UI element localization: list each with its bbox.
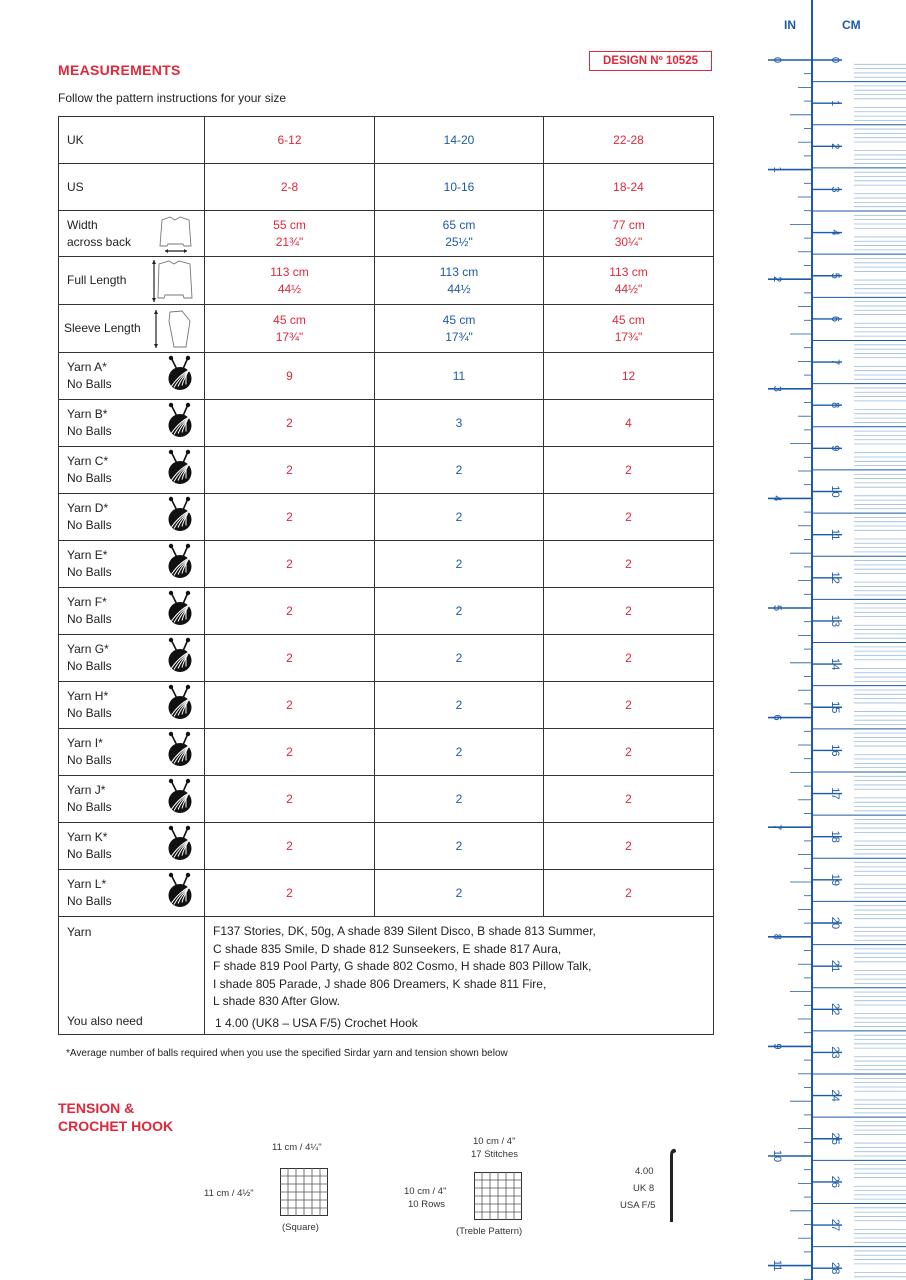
yarn-balls-size-3: 2: [544, 682, 714, 729]
width-size-1: [205, 211, 375, 257]
also-need-label: You also need: [67, 1014, 143, 1028]
yarn-sub-label: No Balls: [67, 377, 112, 391]
yarn-sub-label: No Balls: [67, 706, 112, 720]
ruler-inch-label: 5: [771, 604, 783, 612]
yarn-info-line: L shade 830 After Glow.: [213, 994, 340, 1008]
ruler-cm-label: 24: [829, 1089, 841, 1102]
ruler-cm-label: 13: [829, 614, 841, 628]
yarn-ball-icon: [164, 873, 196, 914]
yarn-label-cell: [59, 682, 205, 729]
yarn-balls-size-3: 12: [544, 353, 714, 400]
yarn-sub-label: No Balls: [67, 659, 112, 673]
full-length-size-2: [375, 257, 544, 305]
ruler-cm-label: 16: [829, 744, 841, 757]
yarn-balls-size-2: 2: [375, 870, 544, 917]
us-size-3: 18-24: [544, 164, 714, 211]
yarn-label: Yarn G*: [67, 642, 109, 656]
width-cm-3: 77 cm: [612, 217, 645, 232]
yarn-sub-label: No Balls: [67, 800, 112, 814]
yarn-row: [59, 447, 714, 494]
width-row: [59, 211, 714, 257]
square-width-label: 11 cm / 4¼": [272, 1142, 322, 1153]
yarn-label: Yarn C*: [67, 454, 109, 468]
full-length-in-1: 44½: [277, 281, 302, 296]
ruler-cm-label: 15: [829, 701, 841, 714]
full-length-label-cell: [59, 257, 205, 305]
ruler-cm-label: 0: [829, 56, 841, 64]
yarn-ball-svg: [164, 356, 196, 392]
sleeve-in-2: 17¾": [445, 329, 473, 344]
yarn-balls-size-2: 2: [375, 823, 544, 870]
yarn-label-cell: [59, 400, 205, 447]
yarn-ball-icon: [164, 497, 196, 538]
ruler-inch-heading: IN: [784, 18, 796, 32]
ruler-cm-label: 21: [829, 960, 841, 973]
width-size-2: [375, 211, 544, 257]
yarn-row: [59, 541, 714, 588]
yarn-sub-label: No Balls: [67, 612, 112, 626]
ruler-cm-label: 23: [829, 1046, 841, 1059]
full-length-size-1: [205, 257, 375, 305]
us-size-1: 2-8: [205, 164, 375, 211]
ruler-cm-label: 17: [829, 787, 841, 800]
yarn-ball-svg: [164, 732, 196, 768]
yarn-sub-label: No Balls: [67, 894, 112, 908]
ruler-inch-label: 8: [771, 933, 783, 940]
ruler-cm-label: 9: [829, 445, 841, 452]
yarn-ball-svg: [164, 779, 196, 815]
tension-title: [58, 1099, 173, 1135]
width-in-1: 21¾": [275, 234, 304, 249]
yarn-label-cell: [59, 635, 205, 682]
us-size-row: [59, 164, 714, 211]
sleeve-in-1: 17¾": [275, 329, 304, 344]
yarn-ball-svg: [164, 873, 196, 909]
yarn-label: Yarn F*: [67, 595, 107, 609]
ruler-cm-label: 26: [829, 1175, 841, 1189]
sleeve-cm-3: 45 cm: [612, 312, 645, 327]
full-length-row: [59, 257, 714, 305]
yarn-balls-size-2: 2: [375, 776, 544, 823]
yarn-balls-size-3: 2: [544, 729, 714, 776]
yarn-sub-label: No Balls: [67, 753, 112, 767]
ruler-cm-label: 2: [829, 143, 841, 150]
ruler-cm-label: 27: [829, 1218, 841, 1232]
yarn-row: [59, 353, 714, 400]
ruler-cm-label: 18: [829, 830, 841, 843]
hook-size: 4.00: [635, 1166, 654, 1177]
yarn-info-label-cell: [59, 917, 205, 1035]
yarn-row: [59, 870, 714, 917]
yarn-ball-icon: [164, 685, 196, 726]
yarn-ball-icon: [164, 779, 196, 820]
yarn-row: [59, 776, 714, 823]
yarn-balls-size-3: 4: [544, 400, 714, 447]
hook-uk: UK 8: [633, 1183, 655, 1194]
tension-title-line1: TENSION &: [58, 1100, 135, 1116]
yarn-balls-size-1: 2: [205, 447, 375, 494]
sleeve-length-label: Sleeve Length: [64, 321, 141, 335]
yarn-ball-icon: [164, 826, 196, 867]
yarn-row: [59, 635, 714, 682]
garment-width-icon: [156, 214, 196, 254]
full-length-in-3: 44½": [614, 281, 643, 296]
yarn-label-cell: [59, 353, 205, 400]
ruler-cm-label: 5: [829, 272, 841, 279]
ruler-inch-label: 2: [771, 276, 783, 283]
width-label: Width: [67, 217, 98, 232]
ruler-inch-label: 0: [771, 56, 783, 64]
yarn-balls-size-2: 2: [375, 447, 544, 494]
ruler-inch-label: 6: [771, 714, 783, 721]
yarn-label: Yarn K*: [67, 830, 108, 844]
yarn-label-cell: [59, 729, 205, 776]
yarn-label: Yarn H*: [67, 689, 109, 703]
treble-rows-label: 10 Rows: [408, 1199, 445, 1210]
yarn-ball-icon: [164, 450, 196, 491]
footnote: *Average number of balls required when you use the specified Sirdar yarn and tension shown below: [66, 1048, 508, 1059]
ruler-cm-label: 10: [829, 485, 841, 498]
treble-stitches-label: 17 Stitches: [471, 1149, 518, 1160]
sleeve-cm-2: 45 cm: [442, 312, 476, 327]
yarn-balls-size-3: 2: [544, 541, 714, 588]
uk-label: UK: [59, 117, 205, 164]
page-title: MEASUREMENTS: [58, 62, 181, 78]
yarn-balls-size-3: 2: [544, 447, 714, 494]
yarn-label-cell: [59, 541, 205, 588]
yarn-info-line: C shade 835 Smile, D shade 812 Sunseekers, E shade 817 Aura,: [213, 941, 562, 956]
uk-size-2: 14-20: [375, 117, 544, 164]
yarn-ball-svg: [164, 826, 196, 862]
sleeve-size-1: [205, 305, 375, 353]
yarn-info-line: F shade 819 Pool Party, G shade 802 Cosmo, H shade 803 Pillow Talk,: [213, 959, 592, 973]
width-in-2: 25½": [445, 234, 473, 249]
yarn-label-cell: [59, 447, 205, 494]
full-length-label: Full Length: [67, 273, 127, 287]
uk-size-row: [59, 117, 714, 164]
yarn-ball-icon: [164, 638, 196, 679]
sleeve-size-2: [375, 305, 544, 353]
yarn-label: Yarn L*: [67, 877, 107, 891]
subtitle: Follow the pattern instructions for your size: [58, 91, 287, 105]
yarn-label-cell: [59, 823, 205, 870]
ruler-cm-label: 12: [829, 571, 841, 584]
width-in-3: 30¼": [614, 234, 643, 249]
ruler-cm-label: 11: [829, 528, 841, 541]
yarn-row: [59, 823, 714, 870]
sleeve-length-icon: [152, 307, 196, 351]
yarn-balls-size-3: 2: [544, 588, 714, 635]
yarn-balls-size-2: 2: [375, 635, 544, 682]
treble-caption: (Treble Pattern): [456, 1226, 523, 1237]
ruler-cm-label: 8: [829, 402, 841, 409]
yarn-sub-label: No Balls: [67, 471, 112, 485]
yarn-row: [59, 400, 714, 447]
yarn-balls-size-2: 2: [375, 729, 544, 776]
ruler-cm-label: 19: [829, 873, 841, 886]
ruler-cm-label: 28: [829, 1262, 841, 1275]
square-height-label: 11 cm / 4½": [204, 1188, 254, 1199]
width-label-cell: [59, 211, 205, 257]
yarn-label-cell: [59, 776, 205, 823]
yarn-label: Yarn D*: [67, 501, 109, 515]
design-number-badge: DESIGN Nº 10525: [589, 51, 712, 71]
full-length-in-2: 44½: [447, 281, 471, 296]
yarn-sub-label: No Balls: [67, 518, 112, 532]
yarn-balls-size-3: 2: [544, 776, 714, 823]
yarn-row: [59, 682, 714, 729]
yarn-ball-icon: [164, 732, 196, 773]
yarn-balls-size-3: 2: [544, 494, 714, 541]
width-label-sub: across back: [67, 234, 132, 249]
yarn-label: Yarn J*: [67, 783, 106, 797]
full-length-cm-1: 113 cm: [270, 264, 309, 279]
yarn-row: [59, 729, 714, 776]
us-size-2: 10-16: [375, 164, 544, 211]
yarn-ball-svg: [164, 591, 196, 627]
yarn-label: Yarn A*: [67, 360, 107, 374]
yarn-balls-size-1: 2: [205, 588, 375, 635]
yarn-row: [59, 588, 714, 635]
ruler-cm-label: 4: [829, 229, 841, 236]
yarn-balls-size-2: 2: [375, 682, 544, 729]
yarn-ball-icon: [164, 356, 196, 397]
ruler-cm-label: 20: [829, 916, 841, 930]
yarn-label: Yarn I*: [67, 736, 103, 750]
yarn-balls-size-3: 2: [544, 823, 714, 870]
treble-height-label: 10 cm / 4": [404, 1186, 447, 1197]
measurements-table: [58, 116, 714, 1035]
yarn-info-cell: [205, 917, 714, 1035]
yarn-ball-svg: [164, 497, 196, 533]
yarn-balls-size-1: 2: [205, 729, 375, 776]
ruler-inch-label: 1: [771, 166, 783, 173]
yarn-ball-svg: [164, 544, 196, 580]
width-size-3: [544, 211, 714, 257]
ruler-inch-label: 10: [771, 1149, 783, 1163]
yarn-ball-svg: [164, 450, 196, 486]
yarn-sub-label: No Balls: [67, 847, 112, 861]
crochet-hook-icon: [664, 1146, 680, 1224]
ruler-cm-label: 14: [829, 657, 841, 671]
yarn-info-label: Yarn: [67, 925, 92, 939]
uk-size-1: 6-12: [205, 117, 375, 164]
yarn-balls-size-1: 2: [205, 635, 375, 682]
yarn-ball-svg: [164, 638, 196, 674]
sleeve-in-3: 17¾": [614, 329, 643, 344]
yarn-balls-size-1: 2: [205, 776, 375, 823]
garment-length-icon: [150, 258, 196, 304]
yarn-balls-size-2: 11: [375, 353, 544, 400]
ruler-cm-heading: CM: [842, 18, 861, 32]
yarn-label-cell: [59, 870, 205, 917]
treble-width-label: 10 cm / 4": [473, 1136, 516, 1147]
measuring-ruler: [752, 0, 906, 1280]
also-need-value: 1 4.00 (UK8 – USA F/5) Crochet Hook: [215, 1016, 418, 1030]
ruler-cm-label: 6: [829, 315, 841, 322]
yarn-balls-size-2: 2: [375, 494, 544, 541]
full-length-size-3: [544, 257, 714, 305]
yarn-balls-size-2: 2: [375, 588, 544, 635]
full-length-cm-3: 113 cm: [609, 264, 648, 279]
yarn-label-cell: [59, 494, 205, 541]
ruler-inch-label: 4: [771, 495, 783, 502]
yarn-info-text: [205, 917, 713, 1017]
ruler-cm-label: 25: [829, 1132, 841, 1145]
yarn-balls-size-3: 2: [544, 870, 714, 917]
yarn-ball-svg: [164, 685, 196, 721]
ruler-cm-label: 22: [829, 1003, 841, 1016]
ruler-cm-label: 3: [829, 186, 841, 193]
yarn-info-row: [59, 917, 714, 1035]
ruler-inch-label: 9: [771, 1043, 783, 1050]
yarn-sub-label: No Balls: [67, 565, 112, 579]
yarn-balls-size-1: 2: [205, 682, 375, 729]
yarn-balls-size-1: 2: [205, 494, 375, 541]
sleeve-cm-1: 45 cm: [273, 312, 306, 327]
yarn-label-cell: [59, 588, 205, 635]
ruler-cm-label: 7: [829, 358, 841, 366]
width-cm-1: 55 cm: [273, 217, 306, 232]
yarn-label: Yarn B*: [67, 407, 108, 421]
yarn-ball-icon: [164, 403, 196, 444]
yarn-ball-icon: [164, 544, 196, 585]
ruler-inch-label: 11: [771, 1259, 783, 1272]
sleeve-size-3: [544, 305, 714, 353]
yarn-balls-size-1: 9: [205, 353, 375, 400]
tension-title-line2: CROCHET HOOK: [58, 1118, 174, 1134]
yarn-info-line: F137 Stories, DK, 50g, A shade 839 Silent Disco, B shade 813 Summer,: [213, 924, 596, 938]
square-grid-icon: [280, 1168, 328, 1216]
yarn-row: [59, 494, 714, 541]
yarn-label: Yarn E*: [67, 548, 108, 562]
yarn-sub-label: No Balls: [67, 424, 112, 438]
yarn-balls-size-1: 2: [205, 541, 375, 588]
yarn-balls-size-3: 2: [544, 635, 714, 682]
ruler-inch-label: 7: [771, 824, 783, 831]
ruler-cm-label: 1: [829, 100, 841, 107]
treble-grid-icon: [474, 1172, 522, 1220]
yarn-info-line: I shade 805 Parade, J shade 806 Dreamers, K shade 811 Fire,: [213, 976, 547, 991]
full-length-cm-2: 113 cm: [439, 264, 479, 279]
us-label: US: [59, 164, 205, 211]
ruler-inch-label: 3: [771, 385, 783, 392]
yarn-balls-size-1: 2: [205, 400, 375, 447]
yarn-balls-size-2: 2: [375, 541, 544, 588]
sleeve-length-label-cell: [59, 305, 205, 353]
square-caption: (Square): [282, 1222, 319, 1233]
yarn-balls-size-1: 2: [205, 870, 375, 917]
yarn-ball-svg: [164, 403, 196, 439]
sleeve-length-row: [59, 305, 714, 353]
yarn-balls-size-1: 2: [205, 823, 375, 870]
uk-size-3: 22-28: [544, 117, 714, 164]
width-cm-2: 65 cm: [442, 217, 476, 232]
yarn-balls-size-2: 3: [375, 400, 544, 447]
hook-usa: USA F/5: [620, 1200, 656, 1211]
yarn-ball-icon: [164, 591, 196, 632]
